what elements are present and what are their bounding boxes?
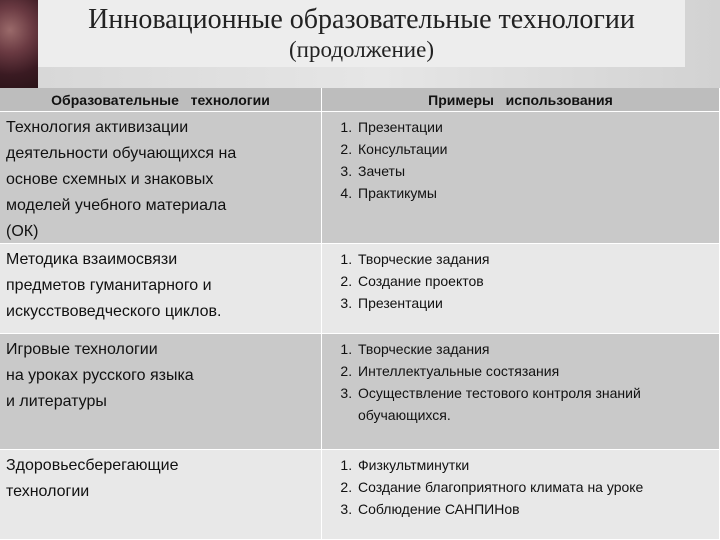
decorative-corner-background (0, 0, 38, 88)
list-item: 3. Зачеты (356, 160, 713, 182)
table-cell-technology-2: Методика взаимосвязи предметов гуманитарного и искусствоведческого циклов. (0, 244, 322, 334)
list-item: 3. Соблюдение САНПИНов (356, 498, 713, 520)
table-cell-technology-4: Здоровьесберегающие технологии (0, 450, 322, 540)
table-header-technologies: Образовательные технологии (0, 88, 322, 112)
list-item: 2. Консультации (356, 138, 713, 160)
list-item: 1. Творческие задания (356, 248, 713, 270)
table-cell-technology-1: Технология активизации деятельности обучающихся на основе схемных и знаковых моделей учебного материала (ОК) (0, 112, 322, 244)
table-header-examples: Примеры использования (322, 88, 720, 112)
table-cell-technology-3: Игровые технологии на уроках русского языка и литературы (0, 334, 322, 450)
list-item: 4. Практикумы (356, 182, 713, 204)
list-item: 3. Осуществление тестового контроля знаний обучающихся. (356, 382, 713, 426)
list-item: 1. Презентации (356, 116, 713, 138)
examples-list-2 (322, 244, 719, 314)
examples-list-3 (322, 334, 719, 426)
table-cell-examples-2 (322, 244, 720, 334)
list-item: 3. Презентации (356, 292, 713, 314)
list-item: 2. Интеллектуальные состязания (356, 360, 713, 382)
slide-title-box (38, 0, 685, 67)
table-cell-examples-1 (322, 112, 720, 244)
examples-list-4 (322, 450, 719, 520)
examples-list-1 (322, 112, 719, 204)
slide-subtitle: (продолжение) (289, 37, 434, 62)
list-item: 2. Создание проектов (356, 270, 713, 292)
list-item: 2. Создание благоприятного климата на уроке (356, 476, 713, 498)
list-item: 1. Физкультминутки (356, 454, 713, 476)
slide-title: Инновационные образовательные технологии (88, 4, 635, 35)
table-cell-examples-4 (322, 450, 720, 540)
table-cell-examples-3 (322, 334, 720, 450)
technologies-table (0, 88, 720, 540)
list-item: 1. Творческие задания (356, 338, 713, 360)
